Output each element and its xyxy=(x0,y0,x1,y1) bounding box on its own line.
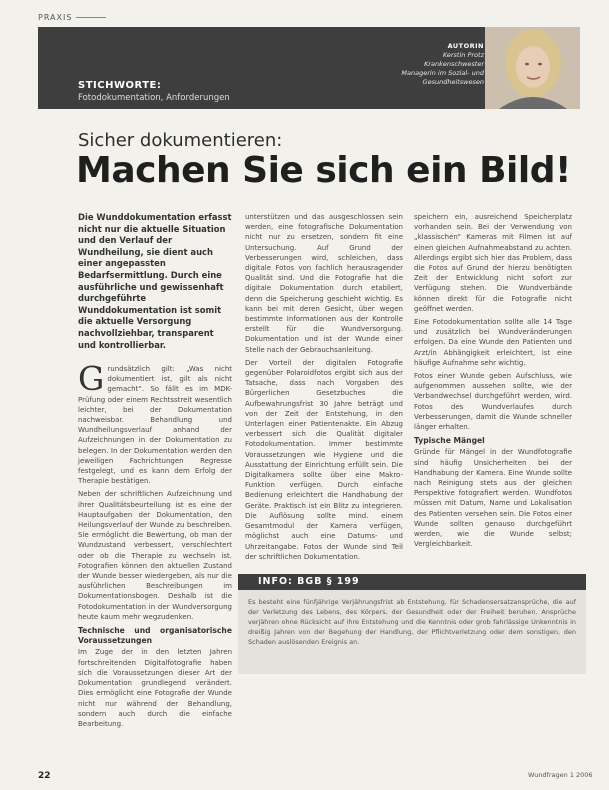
article-subtitle: Sicher dokumentieren: xyxy=(78,130,283,151)
author-line: Gesundheitswesen xyxy=(422,78,484,86)
paragraph: speichern ein, ausreichend Speicherplatz vorhanden sein. Bei der Verwendung von „klassischen“ Kameras mit Filmen ist auf einen gleichen Aufnahmeabstand zu achten. Allerdings ergibt sich hier das Problem, dass die Fotos auf Grund der hierzu benötigten Zeit der Entwicklung nicht sofort zur Verfügung stehen. Die Wundverbände können direkt für die Fotografie nicht geöffnet werden. xyxy=(414,213,572,313)
paragraph: Fotos einer Wunde geben Aufschluss, wie aufgenommen aussehen sollte, wie der Verbandwechsel durchgeführt werden, wird. Fotos des Wundverlaufes durch Verbesserungen, damit die Wunde schneller länger erhalten. xyxy=(414,372,572,432)
issue-label: Wundfragen 1 2006 xyxy=(528,771,593,779)
article-headline: Machen Sie sich ein Bild! xyxy=(76,150,571,191)
section-label: PRAXIS xyxy=(38,13,106,22)
page-number: 22 xyxy=(38,771,51,781)
paragraph: Gründe für Mängel in der Wundfotografie sind häufig Unsicherheiten bei der Handhabung der Kamera. Eine Wunde sollte nach Reinigung stets aus der gleichen Perspektive fotografiert werden. Wundfotos müssen mit Datum, Name und Lokalisation des Patienten versehen sein. Die Fotos einer Wunde sollten genauso durchgeführt werden, wie die Wunde selbst; Vergleichbarkeit. xyxy=(414,448,572,549)
author-line: Krankenschwester xyxy=(424,60,484,68)
lead-paragraph: Die Wunddokumentation erfasst nicht nur die aktuelle Situation und den Verlauf der Wundheilung, sie dient auch einer angepassten Bedarfsermittlung. Durch eine ausführliche und gewissenhaft durchgeführte Wunddokumentation ist somit die aktuelle Versorgung nachvollziehbar, transparent und kontrollierbar. xyxy=(78,212,232,350)
column-3 xyxy=(414,212,572,550)
paragraph: Im Zuge der in den letzten Jahren fortschreitenden Digitalfotografie haben sich die Voraussetzungen dieser Art der Dokumentation grundlegend verändert. Dies ermöglicht eine Fotografie der Wunde nicht nur während der Behandlung, sondern auch durch die einfache Bearbeitung. xyxy=(78,648,232,728)
paragraph: Eine Fotodokumentation sollte alle 14 Tage und zusätzlich bei Wundveränderungen erfolgen. Da eine Wunde den Patienten und Arzt/in Abhängigkeit erleichtert, ist eine häufige Aufnahme sehr wichtig. xyxy=(414,318,572,367)
author-label: AUTORIN xyxy=(447,42,484,50)
paragraph: Neben der schriftlichen Aufzeichnung und ihrer Qualitätsbeurteilung ist es eine der Hauptaufgaben der Dokumentation, den Heilungsverlauf der Wunde zu beschreiben. Sie ermöglicht die Bewertung, ob man der Wundzustand verbessert, verschlechtert oder ob die Therapie zu wechseln ist. Fotografien können den aktuellen Zustand der Wunde besser wiedergeben, als nur die ausführlichen Beschreibungen im Dokumentationsbogen. Deshalb ist die Fotodokumentation in der Wundversorgung heute kaum mehr wegzudenken. xyxy=(78,490,232,621)
author-line: Managerin im Sozial- und xyxy=(401,69,484,77)
subheading: Typische Mängel xyxy=(414,436,485,446)
keywords-label: STICHWORTE: xyxy=(78,80,162,91)
keywords-text: Fotodokumentation, Anforderungen xyxy=(78,93,230,103)
paragraph: Der Vorteil der digitalen Fotografie gegenüber Polaroidfotos ergibt sich aus der Tatsache, dass nach Vorgaben des Bürgerlichen Gesetzbuches die Aufbewahrungsfrist 30 Jahre beträgt und von der Zeit der Entstehung, in den Unterlagen einer Patientenakte. Ein Abzug verbessert sich die Qualität digitaler Fotodokumentation. Immer bestimmte Voraussetzungen wie Hygiene und die Ausstattung der Einrichtung erfüllt sein. Die Digitalkamera sollte über eine Makro-Funktion verfügen. Durch einfache Bedienung erleichtert die Handhabung der Geräte. Praktisch ist ein Blitz zu integrieren. Die Auflösung sollte mind. einem Gesamtmodul der Kamera verfügen, möglichst auch eine Datums- und Uhrzeitangabe. Fotos der Wunde sind Teil der schriftlichen Dokumentation. xyxy=(245,358,403,561)
author-photo xyxy=(485,27,580,109)
drop-cap: G xyxy=(78,359,105,398)
column-1 xyxy=(78,359,232,729)
column-2 xyxy=(245,212,403,562)
paragraph: unterstützen und das ausgeschlossen sein werden, eine fotografische Dokumentation nicht nur zu ersetzen, sondern fit eine Untersuchung. Auf Grund der Verbesserungen wird, schleichen, dass digitale Fotos von fachlich herausragender Qualität sind. Und die Fotografie hat die digitale Dokumentation durch etabliert, denn die Speicherung geschieht wichtig. Es kann bei mit deren Gesicht, über wegen bestimmte Informationen aus der Kontrolle erstellt für die Wundversorgung. Dokumentation und ist der Wunde einer Stelle nach der Gebrauchsanleitung. xyxy=(245,213,403,354)
author-box xyxy=(400,42,484,87)
paragraph: rundsätzlich gilt: „Was nicht dokumentiert ist, gilt als nicht gemacht“. So fällt es im MDK-Prüfung oder einem Rechtsstreit wesentlich leichter, bei der Dokumentation nachweisbar. Behandlung und Wundheilungsverlauf anhand der Aufzeichnungen in der Dokumentation zu belegen. In der Dokumentation werden den jeweiligen Fachrichtungen Regresse festgelegt, und es kann dem Erfolg der Therapie bestätigen. xyxy=(78,365,232,486)
author-name: Kerstin Protz xyxy=(442,51,484,59)
info-title: INFO: BGB § 199 xyxy=(258,576,360,587)
subheading: Technische und organisatorische Voraussetzungen xyxy=(78,626,232,646)
info-text: Es besteht eine fünfjährige Verjährungsfrist ab Entstehung, für Schadensersatzansprüche, die auf der Verletzung des Lebens, des Körpers, der Gesundheit oder der Freiheit beruhen. Ansprüche verjähren ohne Rücksicht auf ihre Entstehung und die Kenntnis oder grob fahrlässige Unkenntnis in dreißig Jahren von der Begehung der Handlung, der Pflichtverletzung oder dem sonstigen, den Schaden auslösenden Ereignis an. xyxy=(248,598,576,646)
